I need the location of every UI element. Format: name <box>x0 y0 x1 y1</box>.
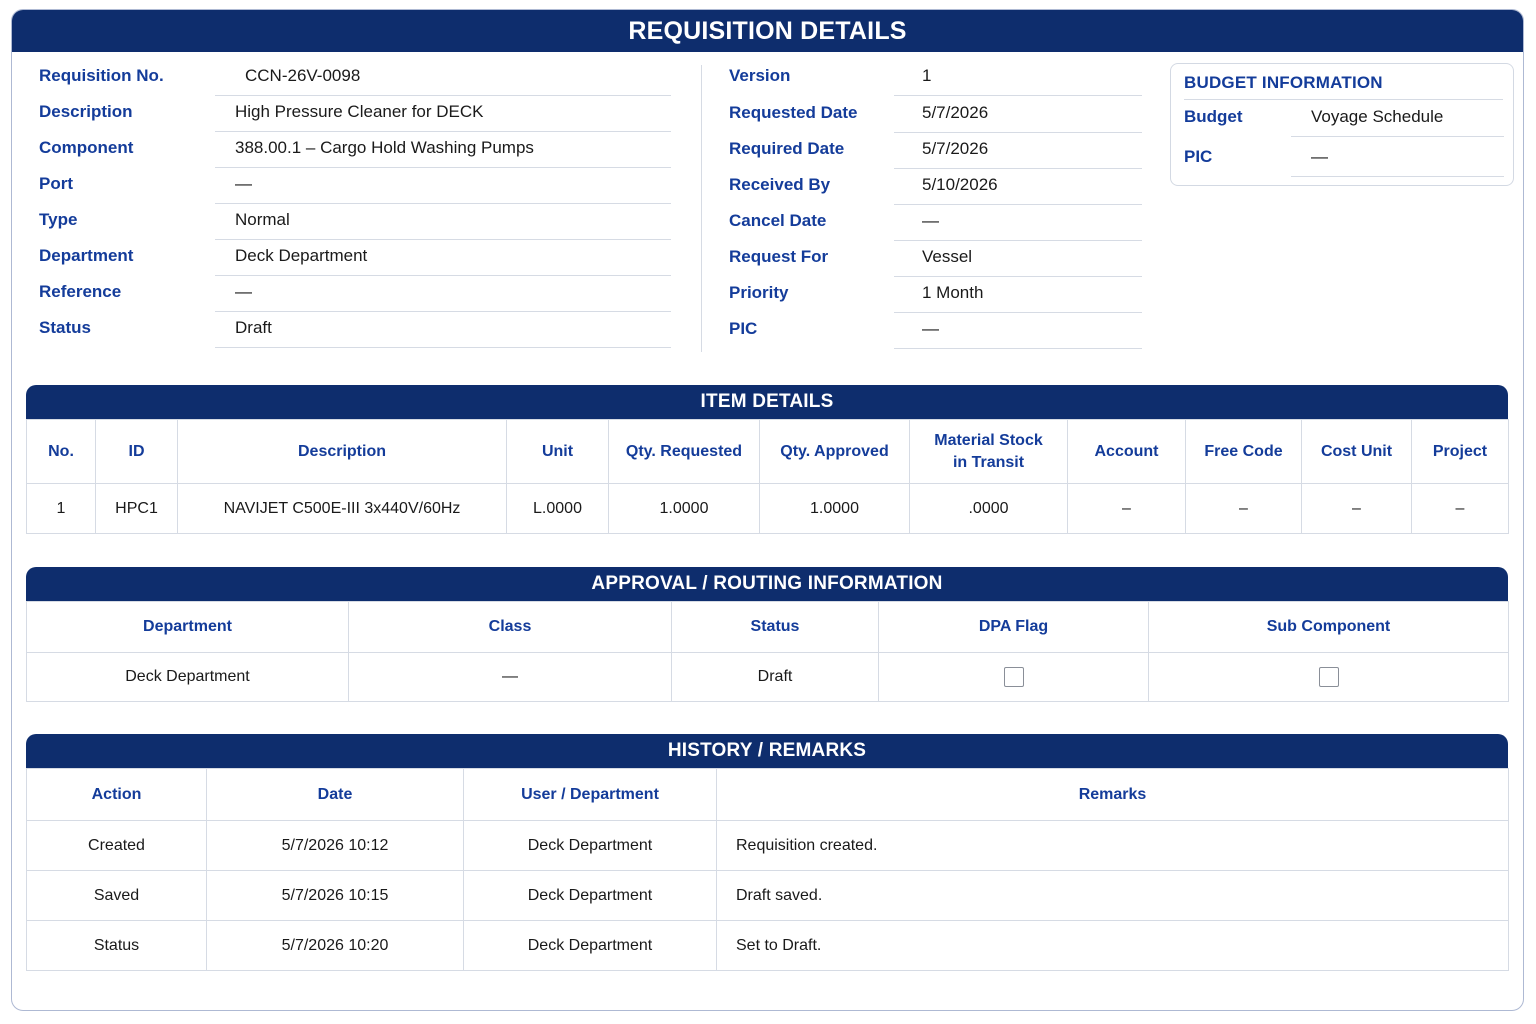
field-label: Reference <box>39 282 122 301</box>
table-cell: – <box>1302 484 1412 534</box>
column-header: Material Stock in Transit <box>910 420 1068 484</box>
field-pic <box>729 313 1142 349</box>
history-section <box>26 734 1508 971</box>
page-title: REQUISITION DETAILS <box>12 10 1523 52</box>
field-label: PIC <box>729 319 758 338</box>
field-value: High Pressure Cleaner for DECK <box>215 96 671 132</box>
field-priority <box>729 277 1142 313</box>
column-header: Free Code <box>1186 420 1302 484</box>
field-label: Department <box>39 246 134 265</box>
table-cell <box>879 653 1149 702</box>
field-received-by <box>729 169 1142 205</box>
field-value: 388.00.1 – Cargo Hold Washing Pumps <box>215 132 671 168</box>
column-header: Unit <box>507 420 609 484</box>
table-cell: 5/7/2026 10:20 <box>207 921 464 971</box>
field-reference <box>39 276 671 312</box>
table-cell: NAVIJET C500E-III 3x440V/60Hz <box>178 484 507 534</box>
table-cell: – <box>1068 484 1186 534</box>
budget-info-box <box>1170 63 1514 186</box>
table-cell: 5/7/2026 10:12 <box>207 821 464 871</box>
column-header: No. <box>27 420 96 484</box>
field-label: Component <box>39 138 134 157</box>
approval-section <box>26 567 1508 702</box>
table-cell: Created <box>27 821 207 871</box>
column-header: ID <box>96 420 178 484</box>
field-value: — <box>894 313 1142 349</box>
column-header: DPA Flag <box>879 602 1149 653</box>
table-cell: 1 <box>27 484 96 534</box>
field-cancel-date <box>729 205 1142 241</box>
field-value: 5/10/2026 <box>894 169 1142 205</box>
table-cell: — <box>349 653 672 702</box>
column-header: Department <box>27 602 349 653</box>
field-budget <box>1184 101 1504 137</box>
table-cell: Deck Department <box>464 871 717 921</box>
table-cell: Deck Department <box>464 921 717 971</box>
left-field-group <box>39 60 671 360</box>
divider <box>1184 99 1503 100</box>
table-cell: Requisition created. <box>717 821 1509 871</box>
field-label: Requisition No. <box>39 66 164 85</box>
column-header: Sub Component <box>1149 602 1509 653</box>
field-component <box>39 132 671 168</box>
field-port <box>39 168 671 204</box>
field-label: Version <box>729 66 791 85</box>
field-value: Voyage Schedule <box>1291 101 1504 137</box>
requisition-panel <box>11 9 1524 1011</box>
column-header: Description <box>178 420 507 484</box>
field-requisition-no <box>39 60 671 96</box>
field-request-for <box>729 241 1142 277</box>
table-cell: Draft <box>672 653 879 702</box>
column-header: Status <box>672 602 879 653</box>
column-divider <box>701 65 702 352</box>
table-header-row <box>27 602 1509 653</box>
field-label: Type <box>39 210 78 229</box>
section-title: ITEM DETAILS <box>26 385 1508 419</box>
table-row[interactable] <box>27 484 1509 534</box>
field-label: Description <box>39 102 133 121</box>
table-row <box>27 821 1509 871</box>
column-header: Account <box>1068 420 1186 484</box>
field-value: Draft <box>215 312 671 348</box>
table-cell: Deck Department <box>27 653 349 702</box>
column-header: Project <box>1412 420 1509 484</box>
field-label: Cancel Date <box>729 211 827 230</box>
field-value: — <box>1291 141 1504 177</box>
column-header: Class <box>349 602 672 653</box>
field-label: Required Date <box>729 139 845 158</box>
table-cell: – <box>1412 484 1509 534</box>
column-header: Qty. Approved <box>760 420 910 484</box>
field-value: Deck Department <box>215 240 671 276</box>
field-label: Requested Date <box>729 103 858 122</box>
dpa-flag-checkbox[interactable] <box>1004 667 1024 687</box>
field-value: — <box>215 276 671 312</box>
field-value: 1 Month <box>894 277 1142 313</box>
table-row <box>27 653 1509 702</box>
column-header: Remarks <box>717 769 1509 821</box>
table-cell: 1.0000 <box>609 484 760 534</box>
table-cell: Saved <box>27 871 207 921</box>
table-cell: Set to Draft. <box>717 921 1509 971</box>
field-description <box>39 96 671 132</box>
field-value: Normal <box>215 204 671 240</box>
field-department <box>39 240 671 276</box>
table-row <box>27 921 1509 971</box>
table-header-row <box>27 420 1509 484</box>
column-header: Action <box>27 769 207 821</box>
table-cell: 5/7/2026 10:15 <box>207 871 464 921</box>
approval-table <box>26 601 1509 702</box>
column-header: Date <box>207 769 464 821</box>
table-cell <box>1149 653 1509 702</box>
table-cell: Draft saved. <box>717 871 1509 921</box>
field-label: Priority <box>729 283 789 302</box>
budget-title: BUDGET INFORMATION <box>1184 73 1383 92</box>
section-title: APPROVAL / ROUTING INFORMATION <box>26 567 1508 601</box>
table-cell: Status <box>27 921 207 971</box>
table-cell: 1.0000 <box>760 484 910 534</box>
field-requested-date <box>729 97 1142 133</box>
column-header: User / Department <box>464 769 717 821</box>
field-label: PIC <box>1184 147 1213 166</box>
table-cell: HPC1 <box>96 484 178 534</box>
history-table <box>26 768 1509 971</box>
field-required-date <box>729 133 1142 169</box>
table-cell: Deck Department <box>464 821 717 871</box>
table-row <box>27 871 1509 921</box>
field-label: Port <box>39 174 73 193</box>
field-value: Vessel <box>894 241 1142 277</box>
field-value: 5/7/2026 <box>894 133 1142 169</box>
sub-component-checkbox[interactable] <box>1319 667 1339 687</box>
field-status <box>39 312 671 348</box>
column-header: Cost Unit <box>1302 420 1412 484</box>
table-cell: .0000 <box>910 484 1068 534</box>
field-value: — <box>894 205 1142 241</box>
field-value: CCN-26V-0098 <box>215 60 671 96</box>
field-value: — <box>215 168 671 204</box>
section-title: HISTORY / REMARKS <box>26 734 1508 768</box>
field-type <box>39 204 671 240</box>
item-details-section <box>26 385 1508 534</box>
mid-field-group <box>729 60 1142 360</box>
field-value: 5/7/2026 <box>894 97 1142 133</box>
field-label: Status <box>39 318 91 337</box>
field-label: Request For <box>729 247 829 266</box>
column-header: Qty. Requested <box>609 420 760 484</box>
item-details-table <box>26 419 1509 534</box>
field-value: 1 <box>894 60 1142 96</box>
table-cell: – <box>1186 484 1302 534</box>
table-header-row <box>27 769 1509 821</box>
field-version <box>729 60 1142 96</box>
field-label: Budget <box>1184 107 1243 126</box>
field-budget-pic <box>1184 141 1504 177</box>
table-cell: L.0000 <box>507 484 609 534</box>
field-label: Received By <box>729 175 831 194</box>
